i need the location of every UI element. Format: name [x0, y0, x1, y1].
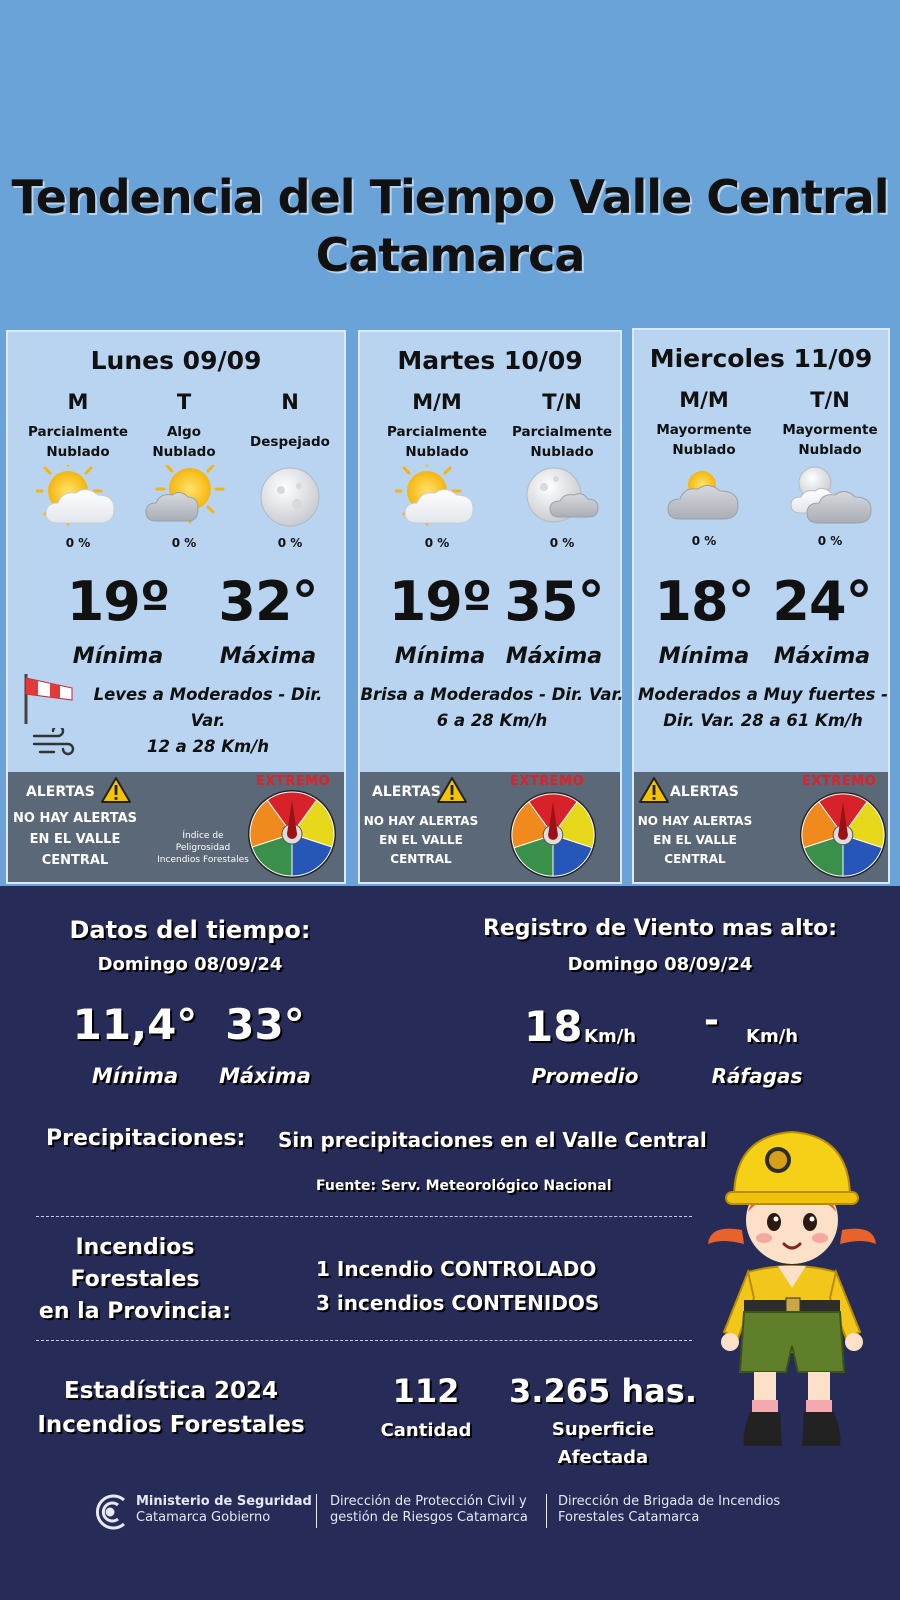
min-temp: 18°: [654, 570, 754, 633]
precip-source: Fuente: Serv. Meteorológico Nacional: [316, 1178, 612, 1194]
wind-forecast: [634, 682, 892, 734]
period-label: T: [176, 390, 192, 414]
viento-gust: -: [704, 1000, 719, 1041]
alerts-label: ALERTAS: [372, 784, 441, 800]
alerts-line: NO HAY ALERTAS: [363, 814, 479, 828]
day-card-tuesday: [358, 330, 622, 884]
footer-line: Dirección de Protección Civil y: [330, 1494, 527, 1509]
danger-level-label: EXTREMO: [510, 774, 585, 789]
fire-danger-gauge-icon: [246, 788, 338, 884]
footer-ministry: [136, 1494, 312, 1526]
period-label: M/M: [412, 390, 462, 414]
alerts-label: ALERTAS: [26, 784, 95, 800]
footer-line: Ministerio de Seguridad: [136, 1494, 312, 1509]
moon-cloud-icon: [506, 464, 618, 530]
footer-line: gestión de Riesgos Catamarca: [330, 1510, 528, 1525]
min-label: Mínima: [658, 644, 750, 669]
day-name: Martes 10/09: [397, 346, 583, 375]
incendios-label-line: Incendios: [75, 1235, 195, 1260]
forest-ranger-mascot-icon: [704, 1120, 880, 1464]
page-title: [0, 168, 900, 284]
footer-line: Dirección de Brigada de Incendios: [558, 1494, 781, 1509]
index-line: Incendios Forestales: [157, 855, 249, 865]
title-line-2: Catamarca: [315, 228, 585, 282]
estadistica-count-label: Cantidad: [380, 1420, 472, 1441]
datos-date: Domingo 08/09/24: [97, 954, 283, 975]
incendios-status: [316, 1252, 599, 1320]
fire-index-label: [156, 830, 250, 866]
estadistica-area-label: [508, 1416, 698, 1472]
min-label: Mínima: [394, 644, 486, 669]
footer-separator: [546, 1494, 547, 1528]
datos-title: Datos del tiempo:: [69, 916, 311, 944]
period-desc: Despejado: [250, 434, 330, 450]
precip-percent: 0 %: [817, 534, 843, 548]
footer-direccion-2: [558, 1494, 780, 1526]
period-desc: Parcialmente Nublado: [386, 424, 488, 460]
alerts-message: [360, 812, 482, 869]
precip-percent: 0 %: [65, 536, 91, 550]
period-mm: [650, 388, 758, 548]
wind-line-2: 6 a 28 Km/h: [436, 711, 548, 730]
period-mm: [382, 390, 492, 550]
period-t: [134, 390, 234, 550]
period-m: [28, 390, 128, 550]
sun-behind-cloud-icon: [134, 464, 234, 530]
max-temp: 35°: [504, 570, 604, 633]
divider: [36, 1340, 692, 1341]
moon-clouds-icon: [774, 462, 886, 528]
datos-max: 33°: [225, 1000, 305, 1049]
period-desc: Parcialmente Nublado: [511, 424, 613, 460]
precip-percent: 0 %: [171, 536, 197, 550]
period-desc: Algo Nublado: [152, 424, 216, 460]
datos-min-label: Mínima: [91, 1064, 179, 1088]
incendios-label-line: en la Provincia:: [38, 1299, 232, 1324]
period-label: T/N: [810, 388, 850, 412]
precip-text: Sin precipitaciones en el Valle Central: [278, 1128, 707, 1152]
danger-level-label: EXTREMO: [256, 774, 331, 789]
alerts-line: CENTRAL: [664, 852, 726, 866]
footer-line: Catamarca Gobierno: [136, 1510, 271, 1525]
period-tn: [774, 388, 886, 548]
max-temp: 32°: [218, 570, 318, 633]
warning-icon: [638, 776, 670, 808]
index-line: Peligrosidad: [175, 843, 231, 853]
precip-percent: 0 %: [549, 536, 575, 550]
period-label: N: [281, 390, 299, 414]
wind-line-2: Dir. Var. 28 a 61 Km/h: [663, 711, 863, 730]
max-label: Máxima: [505, 644, 603, 669]
title-line-1: Tendencia del Tiempo Valle Central: [11, 170, 889, 224]
alerts-line: CENTRAL: [41, 853, 109, 868]
moon-icon: [240, 464, 340, 530]
min-temp: 19º: [66, 570, 170, 633]
area-label-line: Superficie: [551, 1419, 655, 1440]
partly-cloudy-icon: [28, 464, 128, 530]
alerts-panel: [634, 772, 888, 882]
day-card-wednesday: [632, 328, 890, 884]
alerts-message: [8, 808, 142, 871]
incendios-line: 3 incendios CONTENIDOS: [316, 1291, 600, 1315]
alerts-line: EN EL VALLE: [653, 833, 737, 847]
wind-line-1: Moderados a Muy fuertes -: [637, 685, 889, 704]
incendios-label-line: Forestales: [70, 1267, 200, 1292]
datos-max-label: Máxima: [219, 1064, 311, 1088]
alerts-message: [634, 812, 756, 869]
alerts-line: CENTRAL: [390, 852, 452, 866]
incendios-label: [30, 1232, 240, 1328]
estadistica-count: 112: [392, 1372, 460, 1410]
area-label-line: Afectada: [557, 1447, 649, 1468]
wind-line-2: 12 a 28 Km/h: [146, 737, 270, 756]
viento-gust-unit: Km/h: [746, 1026, 799, 1047]
estadistica-label: [36, 1374, 306, 1442]
estadistica-label-line: Estadística 2024: [63, 1378, 278, 1404]
estadistica-label-line: Incendios Forestales: [37, 1412, 305, 1438]
alerts-label: ALERTAS: [670, 784, 739, 800]
footer-line: Forestales Catamarca: [558, 1510, 700, 1525]
incendios-line: 1 Incendio CONTROLADO: [316, 1257, 597, 1281]
warning-icon: [100, 776, 132, 808]
day-card-monday: [6, 330, 346, 884]
precip-percent: 0 %: [424, 536, 450, 550]
partly-cloudy-icon: [382, 464, 492, 530]
wind-forecast: [360, 682, 624, 734]
period-desc: Mayormente Nublado: [656, 422, 752, 458]
period-n: [240, 390, 340, 550]
max-label: Máxima: [219, 644, 317, 669]
wind-forecast: [78, 682, 338, 760]
viento-title: Registro de Viento mas alto:: [482, 916, 838, 941]
period-desc: Parcialmente Nublado: [27, 424, 129, 460]
wind-line-1: Brisa a Moderados - Dir. Var.: [360, 685, 624, 704]
period-label: M: [67, 390, 89, 414]
min-temp: 19º: [388, 570, 492, 633]
wind-line-1: Leves a Moderados - Dir. Var.: [93, 685, 323, 730]
max-label: Máxima: [773, 644, 871, 669]
precip-percent: 0 %: [277, 536, 303, 550]
ministry-logo-icon: [88, 1490, 132, 1538]
wind-icon: [32, 728, 76, 762]
day-name: Lunes 09/09: [90, 346, 262, 375]
datos-min: 11,4°: [72, 1000, 198, 1049]
max-temp: 24°: [772, 570, 872, 633]
viento-date: Domingo 08/09/24: [567, 954, 753, 975]
viento-avg-label: Promedio: [531, 1064, 639, 1088]
day-name: Miercoles 11/09: [649, 344, 873, 373]
index-line: Índice de: [182, 831, 224, 841]
warning-icon: [436, 776, 468, 808]
viento-avg-unit: Km/h: [584, 1026, 637, 1047]
alerts-line: EN EL VALLE: [29, 832, 121, 847]
alerts-panel: [8, 772, 344, 882]
period-tn: [506, 390, 618, 550]
windsock-icon: [20, 670, 76, 730]
fire-danger-gauge-icon: [508, 790, 598, 884]
footer-separator: [316, 1494, 317, 1528]
mostly-cloudy-icon: [650, 462, 758, 528]
alerts-line: NO HAY ALERTAS: [637, 814, 753, 828]
period-desc: Mayormente Nublado: [782, 422, 878, 458]
period-label: M/M: [679, 388, 729, 412]
estadistica-area: 3.265 has.: [509, 1372, 697, 1410]
viento-gust-label: Ráfagas: [711, 1064, 803, 1088]
viento-avg: 18: [524, 1002, 583, 1051]
alerts-line: EN EL VALLE: [379, 833, 463, 847]
danger-level-label: EXTREMO: [802, 774, 877, 789]
fire-danger-gauge-icon: [798, 790, 888, 884]
period-label: T/N: [542, 390, 582, 414]
precip-percent: 0 %: [691, 534, 717, 548]
divider: [36, 1216, 692, 1217]
alerts-panel: [360, 772, 620, 882]
alerts-line: NO HAY ALERTAS: [12, 811, 138, 826]
min-label: Mínima: [72, 644, 164, 669]
precip-label: Precipitaciones:: [46, 1126, 246, 1151]
footer-direccion-1: [330, 1494, 528, 1526]
